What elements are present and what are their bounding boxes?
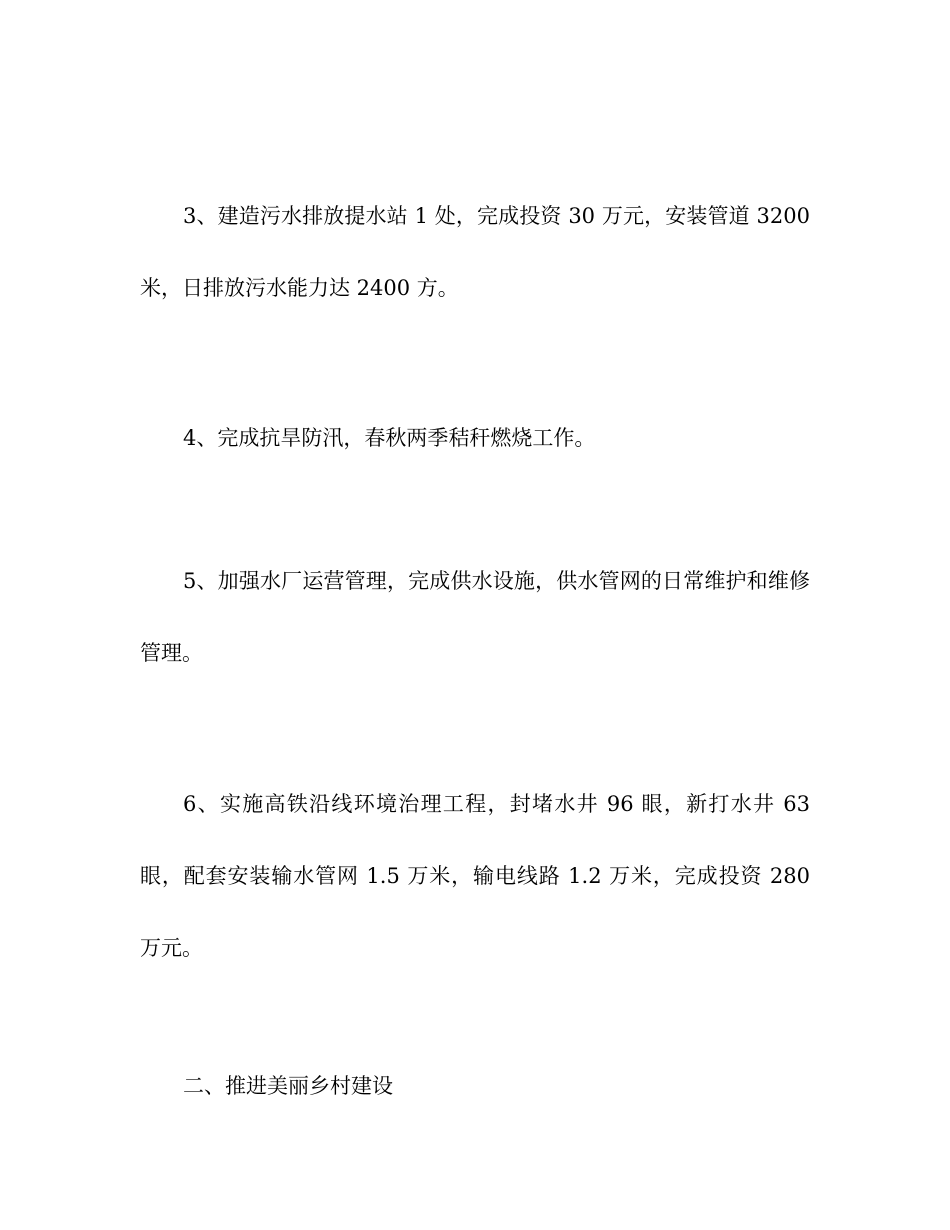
paragraph-item-5: 5、加强水厂运营管理，完成供水设施，供水管网的日常维护和维修管理。 xyxy=(140,569,810,665)
paragraph-item-3: 3、建造污水排放提水站 1 处，完成投资 30 万元，安装管道 3200 米，日排放污水能力达 2400 方。 xyxy=(140,204,810,300)
paragraph-item-6: 6、实施高铁沿线环境治理工程，封堵水井 96 眼，新打水井 63 眼，配套安装输水管网 1.5 万米，输电线路 1.2 万米，完成投资 280 万元。 xyxy=(140,792,810,960)
paragraph-item-4: 4、完成抗旱防汛，春秋两季秸秆燃烧工作。 xyxy=(183,426,596,450)
section-heading: 二、推进美丽乡村建设 xyxy=(183,1074,393,1098)
